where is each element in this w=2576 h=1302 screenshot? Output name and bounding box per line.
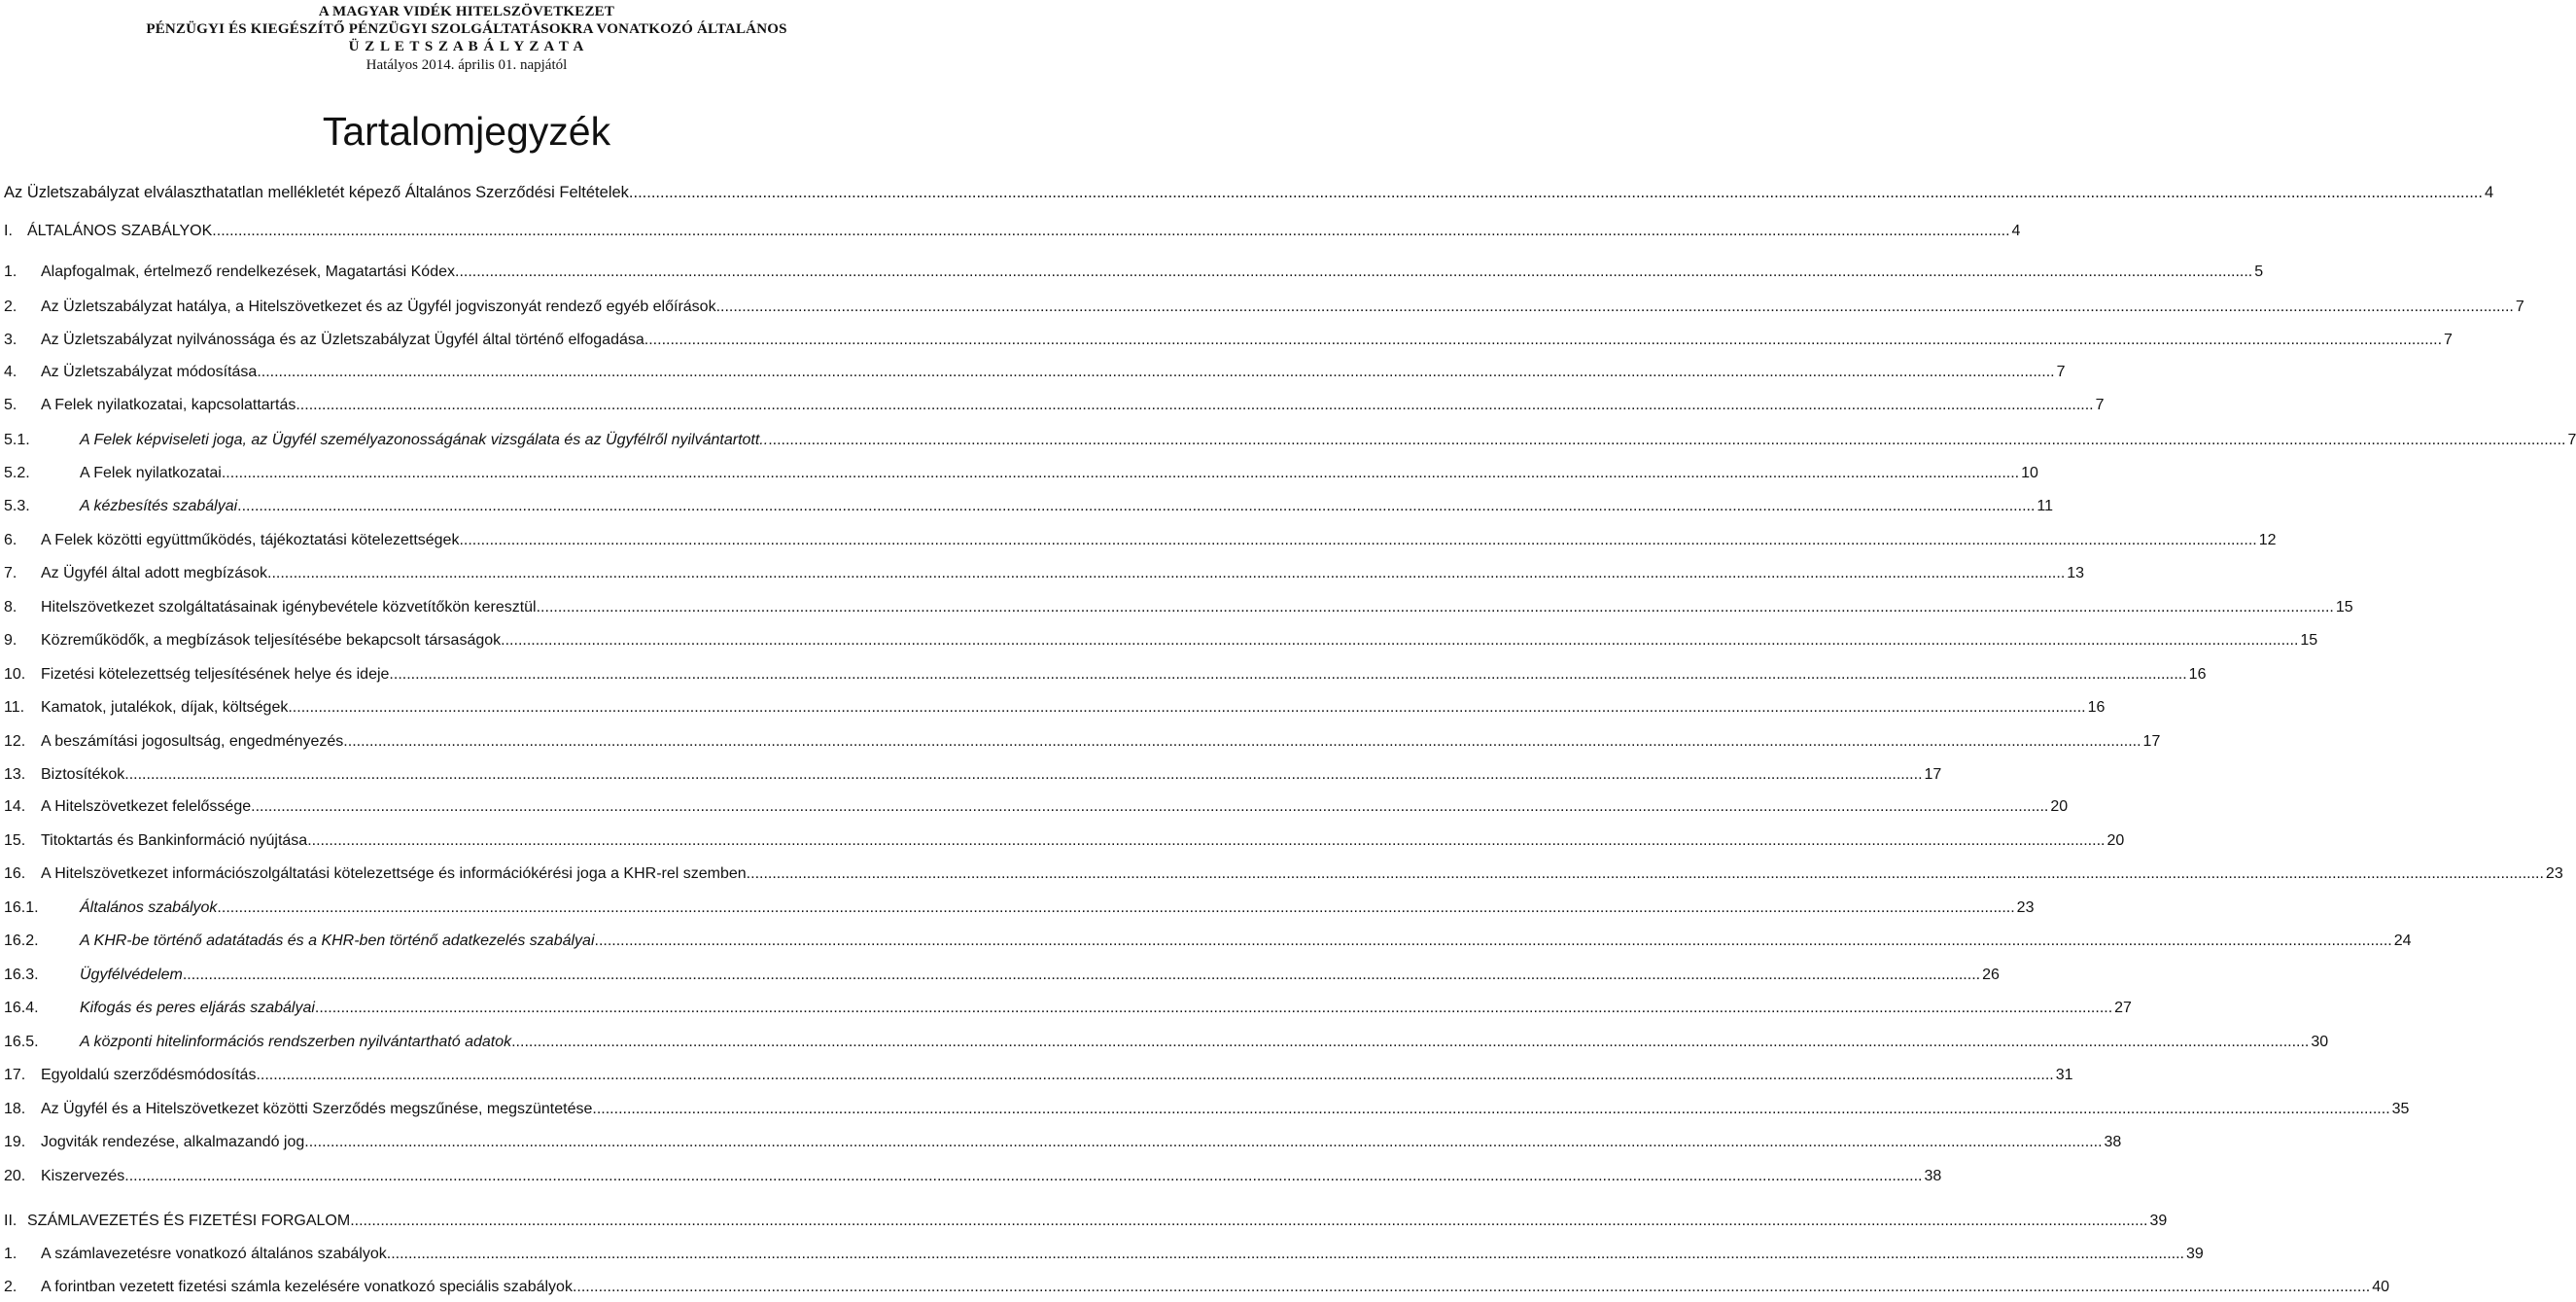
toc-dot-leader	[217, 897, 2014, 919]
toc-entry-page-number: 20	[2050, 798, 2069, 815]
toc-entry-page-number: 4	[2011, 223, 2021, 239]
toc-entry-number: 5.3.	[4, 498, 30, 514]
toc-entry-number: 16.5.	[4, 1034, 39, 1050]
toc-dot-leader	[237, 496, 2035, 517]
toc-entry[interactable]	[4, 1132, 2122, 1153]
page-title: Tartalomjegyzék	[322, 109, 611, 154]
toc-entry-page-number: 7	[2444, 332, 2453, 348]
toc-entry-title: Hitelszövetkezet szolgáltatásainak igénybevétele közvetítőkön keresztül	[41, 599, 537, 616]
toc-entry[interactable]	[4, 664, 2207, 686]
toc-entry[interactable]	[4, 463, 2038, 484]
toc-entry[interactable]	[4, 697, 2106, 719]
toc-dot-leader	[256, 1065, 2053, 1086]
toc-entry[interactable]	[4, 530, 2277, 551]
toc-entry-page-number: 20	[2106, 832, 2125, 849]
toc-dot-leader	[296, 395, 2093, 416]
toc-entry[interactable]	[4, 1277, 2389, 1298]
toc-entry-page-number: 40	[2372, 1279, 2389, 1295]
toc-entry-number: II.	[4, 1213, 17, 1229]
toc-entry-number: 16.2.	[4, 933, 39, 949]
toc-entry-title: Biztosítékok	[41, 766, 125, 783]
toc-entry-page-number: 38	[2104, 1134, 2122, 1150]
toc-entry-page-number: 10	[2021, 465, 2038, 481]
toc-entry-title: Kamatok, jutalékok, díjak, költségek	[41, 699, 289, 716]
toc-entry-page-number: 16	[2087, 699, 2106, 716]
toc-entry-number: 12.	[4, 733, 26, 750]
toc-entry-number: 8.	[4, 599, 17, 616]
toc-entry[interactable]	[4, 731, 2161, 753]
toc-entry[interactable]	[4, 830, 2125, 852]
toc-entry-title: SZÁMLAVEZETÉS ÉS FIZETÉSI FORGALOM	[27, 1213, 351, 1229]
header-institution-name: A MAGYAR VIDÉK HITELSZÖVETKEZET	[318, 4, 615, 19]
toc-dot-leader	[124, 764, 1922, 786]
toc-entry-title: A központi hitelinformációs rendszerben nyilvántartható adatok	[80, 1034, 512, 1050]
toc-entry-page-number: 17	[1924, 766, 1942, 783]
toc-entry-page-number: 7	[2056, 364, 2066, 380]
header-effective-date: Hatályos 2014. április 01. napjától	[366, 57, 568, 73]
toc-dot-leader	[343, 731, 2141, 753]
toc-entry-page-number: 35	[2391, 1101, 2410, 1117]
toc-dot-leader	[747, 863, 2544, 885]
header-document-subtitle: PÉNZÜGYI ÉS KIEGÉSZÍTŐ PÉNZÜGYI SZOLGÁLTATÁSOKRA VONATKOZÓ ÁLTALÁNOS	[146, 21, 787, 37]
toc-entry-number: 17.	[4, 1067, 26, 1083]
toc-entry-number: 14.	[4, 798, 26, 815]
toc-entry[interactable]	[4, 297, 2524, 318]
toc-dot-leader	[644, 330, 2442, 351]
toc-dot-leader	[288, 697, 2085, 719]
toc-entry-title: Az Üzletszabályzat módosítása	[41, 364, 258, 380]
toc-entry-number: 3.	[4, 332, 17, 348]
toc-dot-leader	[716, 297, 2514, 318]
toc-entry-number: 1.	[4, 1246, 17, 1262]
toc-entry[interactable]	[4, 1211, 2168, 1232]
toc-entry-title: Az Üzletszabályzat nyilvánossága és az Üzletszabályzat Ügyfél által történő elfogadása	[41, 332, 644, 348]
toc-entry[interactable]	[4, 897, 2035, 919]
toc-entry[interactable]	[4, 1065, 2073, 1086]
toc-dot-leader	[595, 931, 2392, 952]
toc-entry[interactable]	[4, 965, 2000, 986]
toc-dot-leader	[307, 830, 2105, 852]
toc-entry-page-number: 31	[2055, 1067, 2073, 1083]
toc-entry-number: 11.	[4, 699, 25, 716]
toc-entry-page-number: 26	[1982, 967, 2000, 983]
toc-entry-title: A KHR-be történő adatátadás és a KHR-ben történő adatkezelés szabályai	[80, 933, 595, 949]
toc-dot-leader	[304, 1132, 2102, 1153]
header-document-type: Ü Z L E T S Z A B Á L Y Z A T A	[348, 39, 585, 54]
toc-entry[interactable]	[4, 430, 2576, 451]
toc-entry-title: Egyoldalú szerződésmódosítás	[41, 1067, 257, 1083]
toc-entry-page-number: 5	[2254, 264, 2264, 280]
toc-dot-leader	[251, 796, 2048, 818]
toc-dot-leader	[459, 530, 2256, 551]
toc-entry[interactable]	[4, 563, 2085, 584]
toc-entry-number: 6.	[4, 532, 17, 548]
toc-dot-leader	[267, 563, 2065, 584]
toc-entry[interactable]	[4, 1244, 2204, 1265]
toc-entry-title: Közreműködők, a megbízások teljesítésébe bekapcsolt társaságok	[41, 632, 502, 649]
toc-entry-title: A Felek képviseleti joga, az Ügyfél személyazonosságának vizsgálata és az Ügyfélről nyilvántartott..	[80, 432, 769, 448]
toc-entry-number: 16.3.	[4, 967, 39, 983]
toc-entry[interactable]	[4, 630, 2318, 651]
toc-entry-title: Általános szabályok	[80, 899, 218, 916]
toc-dot-leader	[183, 965, 1980, 986]
toc-entry-number: 16.	[4, 865, 26, 882]
toc-entry-page-number: 39	[2186, 1246, 2204, 1262]
toc-entry-title: Alapfogalmak, értelmező rendelkezések, Magatartási Kódex	[41, 264, 455, 280]
toc-entry-number: 5.1.	[4, 432, 30, 448]
toc-entry-page-number: 38	[1924, 1168, 1942, 1184]
toc-entry[interactable]	[4, 597, 2353, 618]
toc-entry[interactable]	[4, 395, 2105, 416]
toc-entry[interactable]	[4, 796, 2069, 818]
toc-entry-number: 16.4.	[4, 1000, 39, 1016]
toc-entry[interactable]	[4, 1099, 2410, 1120]
toc-entry-number: I.	[4, 223, 13, 239]
toc-entry-number: 2.	[4, 299, 17, 315]
toc-entry[interactable]	[4, 764, 1942, 786]
toc-entry-number: 20.	[4, 1168, 26, 1184]
toc-dot-leader	[350, 1211, 2147, 1232]
toc-entry-title: A Felek nyilatkozatai	[80, 465, 222, 481]
toc-entry-page-number: 7	[2567, 432, 2576, 448]
toc-entry[interactable]	[4, 221, 2021, 242]
toc-entry-number: 10.	[4, 666, 26, 683]
toc-entry-title: A Hitelszövetkezet felelőssége	[41, 798, 252, 815]
toc-dot-leader	[501, 630, 2298, 651]
toc-entry-title: A számlavezetésre vonatkozó általános szabályok	[41, 1246, 387, 1262]
toc-entry-title: A forintban vezetett fizetési számla kezelésére vonatkozó speciális szabályok	[41, 1279, 573, 1295]
toc-dot-leader	[573, 1277, 2370, 1298]
toc-entry-title: Jogviták rendezése, alkalmazandó jog	[41, 1134, 305, 1150]
toc-entry[interactable]	[4, 863, 2563, 885]
toc-entry-page-number: 27	[2114, 1000, 2132, 1016]
toc-entry-page-number: 30	[2311, 1034, 2329, 1050]
toc-dot-leader	[455, 262, 2252, 283]
toc-dot-leader	[537, 597, 2334, 618]
toc-entry-page-number: 15	[2300, 632, 2318, 649]
toc-entry-number: 19.	[4, 1134, 26, 1150]
toc-entry-title: Kifogás és peres eljárás szabályai	[80, 1000, 315, 1016]
toc-entry-number: 15.	[4, 832, 26, 849]
toc-entry-page-number: 16	[2188, 666, 2207, 683]
toc-entry-number: 16.1.	[4, 899, 39, 916]
toc-dot-leader	[257, 362, 2054, 383]
toc-entry-title: A Felek közötti együttműködés, tájékoztatási kötelezettségek	[41, 532, 460, 548]
toc-entry-page-number: 7	[2095, 397, 2105, 413]
toc-entry-number: 13.	[4, 766, 26, 783]
toc-entry-page-number: 4	[2484, 184, 2494, 201]
toc-entry[interactable]	[4, 1166, 1942, 1187]
toc-entry-title: Az Üzletszabályzat elválaszthatatlan mellékletét képező Általános Szerződési Feltételek	[4, 184, 629, 201]
toc-entry-page-number: 13	[2067, 565, 2085, 581]
toc-entry-page-number: 11	[2036, 498, 2054, 514]
toc-entry-page-number: 7	[2515, 299, 2524, 315]
toc-entry-number: 1.	[4, 264, 17, 280]
toc-entry[interactable]	[4, 182, 2494, 203]
toc-entry-title: A kézbesítés szabályai	[80, 498, 238, 514]
toc-entry-page-number: 12	[2258, 532, 2277, 548]
toc-entry-title: Ügyfélvédelem	[80, 967, 183, 983]
toc-entry[interactable]	[4, 1032, 2329, 1053]
toc-entry-title: A Hitelszövetkezet információszolgáltatási kötelezettsége és információkérési joga a KHR-rel szemben	[41, 865, 747, 882]
toc-entry-number: 9.	[4, 632, 17, 649]
toc-entry[interactable]	[4, 931, 2412, 952]
toc-dot-leader	[222, 463, 2019, 484]
toc-entry-number: 4.	[4, 364, 17, 380]
toc-entry[interactable]	[4, 496, 2054, 517]
toc-entry-number: 5.	[4, 397, 17, 413]
toc-dot-leader	[768, 430, 2565, 451]
toc-entry[interactable]	[4, 262, 2264, 283]
toc-entry-number: 2.	[4, 1279, 17, 1295]
toc-dot-leader	[124, 1166, 1922, 1187]
toc-entry-title: Az Ügyfél által adott megbízások	[41, 565, 268, 581]
toc-entry-page-number: 39	[2149, 1213, 2168, 1229]
toc-entry-title: Fizetési kötelezettség teljesítésének helye és ideje	[41, 666, 390, 683]
toc-entry-page-number: 23	[2545, 865, 2563, 882]
toc-dot-leader	[511, 1032, 2309, 1053]
toc-entry-title: ÁLTALÁNOS SZABÁLYOK	[27, 223, 213, 239]
toc-dot-leader	[389, 664, 2186, 686]
toc-entry[interactable]	[4, 998, 2132, 1019]
toc-dot-leader	[315, 998, 2112, 1019]
toc-dot-leader	[629, 182, 2483, 203]
toc-entry-title: Az Ügyfél és a Hitelszövetkezet közötti Szerződés megszűnése, megszüntetése	[41, 1101, 593, 1117]
toc-dot-leader	[592, 1099, 2389, 1120]
toc-entry-page-number: 15	[2335, 599, 2353, 616]
toc-dot-leader	[212, 221, 2009, 242]
toc-entry[interactable]	[4, 362, 2066, 383]
toc-entry-title: Az Üzletszabályzat hatálya, a Hitelszövetkezet és az Ügyfél jogviszonyát rendező egyéb előírások	[41, 299, 716, 315]
toc-entry-number: 18.	[4, 1101, 26, 1117]
toc-entry-title: Kiszervezés	[41, 1168, 125, 1184]
toc-entry-number: 5.2.	[4, 465, 30, 481]
toc-entry-page-number: 24	[2393, 933, 2412, 949]
toc-entry-page-number: 17	[2142, 733, 2161, 750]
toc-entry-number: 7.	[4, 565, 17, 581]
toc-dot-leader	[387, 1244, 2184, 1265]
toc-entry[interactable]	[4, 330, 2453, 351]
toc-entry-title: Titoktartás és Bankinformáció nyújtása	[41, 832, 308, 849]
toc-entry-title: A beszámítási jogosultság, engedményezés	[41, 733, 344, 750]
toc-entry-page-number: 23	[2016, 899, 2035, 916]
toc-entry-title: A Felek nyilatkozatai, kapcsolattartás	[41, 397, 296, 413]
